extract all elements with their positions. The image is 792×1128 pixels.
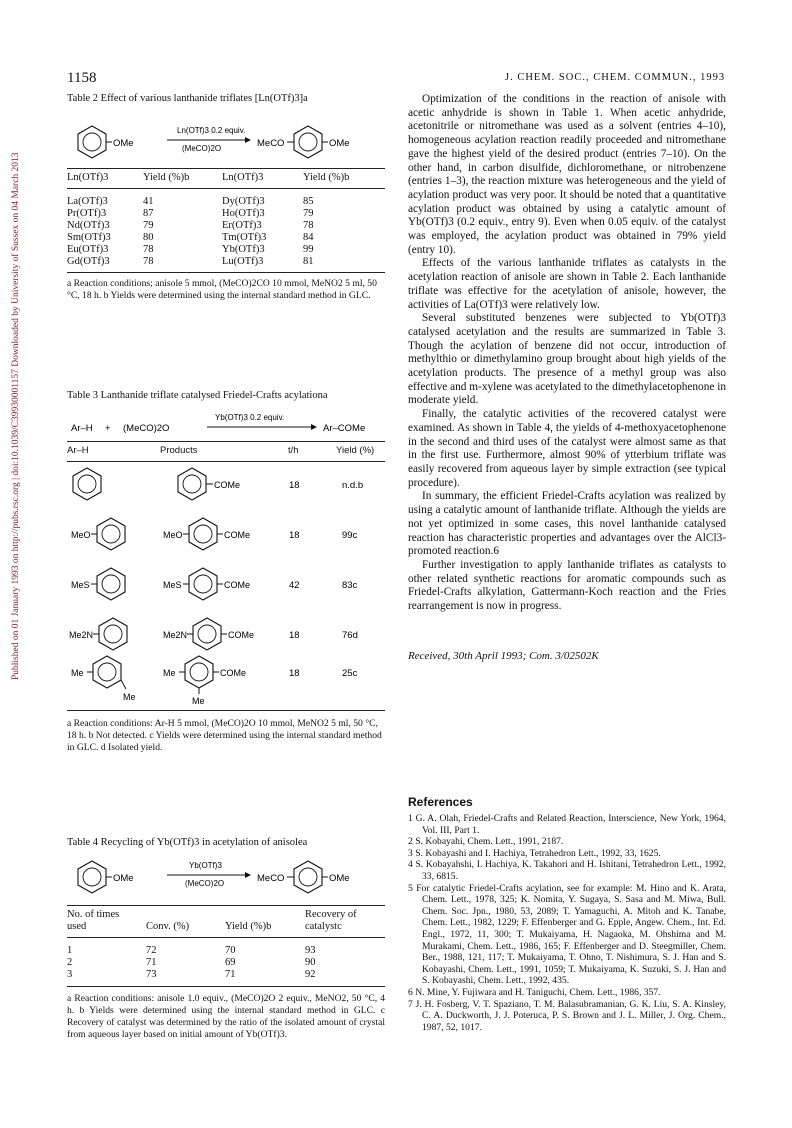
reference-item: 1 G. A. Olah, Friedel-Crafts and Related Reaction, Interscience, New York, 1964, Vol. III, Part 1. [408, 813, 726, 836]
svg-text:MeO: MeO [163, 530, 183, 540]
references-heading: References [408, 795, 473, 809]
arrow-icon [311, 424, 317, 430]
arrow-icon [245, 137, 251, 143]
t3-row [71, 518, 358, 550]
svg-text:COMe: COMe [214, 480, 241, 490]
t2-scheme-sub: OMe [113, 138, 134, 149]
svg-text:COMe: COMe [228, 630, 255, 640]
reference-item: 5 For catalytic Friedel-Crafts acylation, see for example: M. Hino and K. Arata, Chem. Lett., 1978, 325; K. Nomita, Y. Sugaya, S. Sasa and M. Miwa, Bull. Chem. Soc. Jpn., 1980, 53, 2089; T. Yamaguchi, A. Mitoh and K. Tanabe, Chem. Lett., 1982, 1229; F. Effenberger and G. Epple, Angew. Chem., Int. Ed. Engl., 1972, 11, 300; T. Mukaiyama, H. Nagaoka, M. Ohshima and M. Murakami, Chem. Lett., 1986, 165; F. Effenberger and D. Steegmiller, Chem. Ber., 1988, 121, 117; T. Mukaiyama, T. Ohno, T. Nishimura, S. J. Han and S. Kobayashi, Chem. Lett., 1991, 1059; T. Mukaiyama, K. Suzuki, S. J. Han and S. Kobayashi, Chem. Lett., 1992, 435. [408, 882, 726, 987]
reference-item: 7 J. H. Fosberg, V. T. Spaziano, T. M. Balasubramanian, G. K. Liu, S. A. Kinsley, C. A. Duckworth, J. J. Poteruca, P. S. Brown and J. L. Miller, J. Org. Chem., 1987, 52, 1017. [408, 998, 726, 1033]
svg-text:18: 18 [289, 530, 300, 541]
benzene-ring-icon [78, 126, 106, 158]
t3-header-1: Ar–H [67, 445, 89, 456]
svg-text:42: 42 [289, 580, 300, 591]
svg-text:Me: Me [192, 696, 205, 706]
benzene-ring-icon [97, 568, 125, 600]
table3-structures [67, 462, 387, 710]
body-paragraph: Finally, the catalytic activities of the recovered catalyst were examined. As shown in Table 4, the yields of 4-methoxyacetophenone in the second and third uses of the catalyst were almost same as that in the first use. Furthermore, almost 90% of ytterbium triflate was easily recovered from aqueous layer by simple extraction (see typical procedure). [408, 408, 726, 489]
svg-text:COMe: COMe [220, 668, 247, 678]
arrow-icon [245, 872, 251, 878]
svg-text:Me: Me [71, 668, 84, 678]
svg-text:99c: 99c [342, 530, 358, 541]
svg-text:MeCO: MeCO [257, 873, 285, 884]
benzene-ring-icon [294, 126, 322, 158]
t3-scheme-left: Ar–H [71, 423, 93, 434]
svg-text:MeS: MeS [163, 580, 182, 590]
benzene-ring-icon [185, 656, 213, 688]
t3-row [69, 618, 358, 650]
received-line: Received, 30th April 1993; Com. 3/02502K [408, 650, 599, 662]
svg-text:Me2N: Me2N [69, 630, 94, 640]
body-paragraph: Several substituted benzenes were subjected to Yb(OTf)3 catalysed acetylation and the results are summarized in Table 3. Though the acylation of benzene did not occur, introduction of methylthio or dimethylamino group brought about high yields of the acetylation products. The presence of a methyl group was also effective and m-xylene was acetylated to the dimethylacetophenone in moderate yield. [408, 312, 726, 407]
svg-text:18: 18 [289, 480, 300, 491]
svg-text:MeO: MeO [71, 530, 91, 540]
t3-header-3: t/h [288, 445, 299, 456]
benzene-ring-icon [78, 861, 106, 893]
svg-text:COMe: COMe [224, 580, 251, 590]
t3-header-2: Products [160, 445, 198, 456]
table4-scheme [67, 856, 387, 900]
t2-header-4: Yield (%)b [303, 172, 350, 183]
svg-text:OMe: OMe [329, 873, 350, 884]
svg-text:MeS: MeS [71, 580, 90, 590]
table2-scheme [67, 120, 387, 166]
t2-scheme-reagent: Ln(OTf)3 0.2 equiv. [177, 126, 246, 135]
t3-scheme-anhydride: (MeCO)2O [123, 423, 170, 434]
benzene-ring-icon [193, 618, 221, 650]
t4-header-4: Recovery of catalystc [305, 909, 357, 932]
body-paragraph: Effects of the various lanthanide triflates as catalysts in the acetylation reaction of anisole are shown in Table 2. Each lanthanide triflate was effective for the acetylation of anisole, however, the activities of La(OTf)3 were relatively low. [408, 257, 726, 311]
t4-header-3: Yield (%)b [225, 921, 272, 932]
benzene-ring-icon [189, 568, 217, 600]
t2-header-3: Ln(OTf)3 [222, 172, 264, 183]
benzene-ring-icon [189, 518, 217, 550]
svg-text:OMe: OMe [113, 873, 134, 884]
body-paragraph: Optimization of the conditions in the reaction of anisole with acetic anhydride is shown in Table 1. When acetic anhydride, acetonitrile or nitromethane was used as a solvent (entries 4–10), homogeneous acylation reaction readily proceeded and nitromethane gave the highest yield of the desired product (entries 7–10). On the other hand, in carbon disulfide, dichloromethane, or nitrobenzene (entries 1–3), the reaction mixture was heterogeneous and the yield of acylation product was very poor. It should be noted that a quantitative acylation product was obtained by using a catalytic amount of Yb(OTf)3 (0.2 equiv., entry 9). Even when 0.05 equiv. of the catalyst was employed, the acylation product was obtained in 79% yield (entry 10). [408, 93, 726, 256]
table4-caption: Table 4 Recycling of Yb(OTf)3 in acetylation of anisolea [67, 837, 308, 848]
svg-text:Me: Me [163, 668, 176, 678]
side-note [2, 152, 42, 680]
svg-text:(MeCO)2O: (MeCO)2O [185, 879, 225, 888]
svg-text:25c: 25c [342, 668, 358, 679]
reference-item: 2 S. Kobayahi, Chem. Lett., 1991, 2187. [408, 836, 564, 848]
svg-text:Me: Me [123, 692, 136, 702]
svg-text:83c: 83c [342, 580, 358, 591]
svg-text:18: 18 [289, 668, 300, 679]
svg-text:76d: 76d [342, 630, 358, 641]
svg-text:18: 18 [289, 630, 300, 641]
t2-header-1: Ln(OTf)3 [67, 172, 109, 183]
benzene-ring-icon [99, 618, 127, 650]
benzene-ring-icon [97, 518, 125, 550]
svg-text:Me2N: Me2N [163, 630, 188, 640]
benzene-ring-icon [294, 861, 322, 893]
t4-header-2: Conv. (%) [146, 921, 190, 932]
svg-text:COMe: COMe [224, 530, 251, 540]
t2-header-2: Yield (%)b [143, 172, 190, 183]
t3-scheme-plus: + [105, 423, 111, 434]
benzene-ring-icon [93, 656, 121, 688]
table4-footnote: a Reaction conditions: anisole 1.0 equiv., (MeCO)2O 2 equiv., MeNO2, 50 °C, 4 h. b Yields were determined using the internal standard method in GLC. c Recovery of catalyst was determined by the ratio of the isolated amount of crystal from aqueous layer based on initial amount of Yb(OTf)3. [67, 993, 385, 1040]
t3-scheme-product: Ar–COMe [323, 423, 366, 434]
t3-header-4: Yield (%) [336, 445, 375, 456]
body-text [408, 93, 726, 614]
t2-scheme-acyl: MeCO [257, 138, 285, 149]
reference-item: 3 S. Kobayashi and I. Hachiya, Tetrahedron Lett., 1992, 33, 1625. [408, 847, 661, 859]
page-number: 1158 [67, 70, 97, 86]
t2-scheme-prod-sub: OMe [329, 138, 350, 149]
table3-scheme [67, 410, 387, 440]
t3-row [73, 468, 363, 500]
t3-row [71, 568, 358, 600]
body-paragraph: In summary, the efficient Friedel-Crafts acylation was realized by using a catalytic amount of lanthanide triflate. Although the yields are not yet optimized in some cases, this novel lanthanide catalysed reaction has characteristic properties and advantages over the AlCl3-promoted reaction.6 [408, 490, 726, 558]
side-note-text: Published on 01 January 1993 on http://pubs.rsc.org | doi:10.1039/C39930001157 Downloaded by University of Sussex on 04 March 2013 [11, 152, 21, 680]
svg-text:n.d.b: n.d.b [342, 480, 364, 491]
t3-scheme-reagent: Yb(OTf)3 0.2 equiv. [215, 413, 285, 422]
table2-caption: Table 2 Effect of various lanthanide triflates [Ln(OTf)3]a [67, 93, 308, 104]
t4-header-1: No. of times used [67, 909, 120, 932]
table2-footnote: a Reaction conditions; anisole 5 mmol, (MeCO)2CO 10 mmol, MeNO2 5 ml, 50 °C, 18 h. b Yields were determined using the internal standard method in GLC. [67, 278, 377, 301]
reference-item: 6 N. Mine, Y. Fujiwara and H. Taniguchi, Chem. Lett., 1986, 357. [408, 986, 661, 998]
body-paragraph: Further investigation to apply lanthanide triflates as catalysts to other related synthetic reactions for aromatic compounds such as Friedel-Crafts alkylation, Gattermann-Koch reaction and the Fries rearrangement is now in progress. [408, 558, 726, 613]
running-title: J. CHEM. SOC., CHEM. COMMUN., 1993 [505, 72, 726, 83]
benzene-ring-icon [178, 468, 206, 500]
t3-row [71, 656, 358, 706]
t2-scheme-cosolvent: (MeCO)2O [182, 144, 222, 153]
references [408, 795, 726, 1033]
reference-item: 4 S. Kobayahshi, I. Hachiya, K. Takahori and H. Ishitani, Tetrahedron Lett., 1992, 33, 6815. [408, 859, 726, 882]
svg-text:Yb(OTf)3: Yb(OTf)3 [189, 861, 222, 870]
table3-footnote: a Reaction conditions: Ar-H 5 mmol, (MeCO)2O 10 mmol, MeNO2 5 ml, 50 °C, 18 h. b Not detected. c Yields were determined using the internal standard method in GLC. d Isolated yield. [67, 718, 382, 753]
benzene-ring-icon [73, 468, 101, 500]
table3-caption: Table 3 Lanthanide triflate catalysed Friedel-Crafts acylationa [67, 390, 328, 401]
